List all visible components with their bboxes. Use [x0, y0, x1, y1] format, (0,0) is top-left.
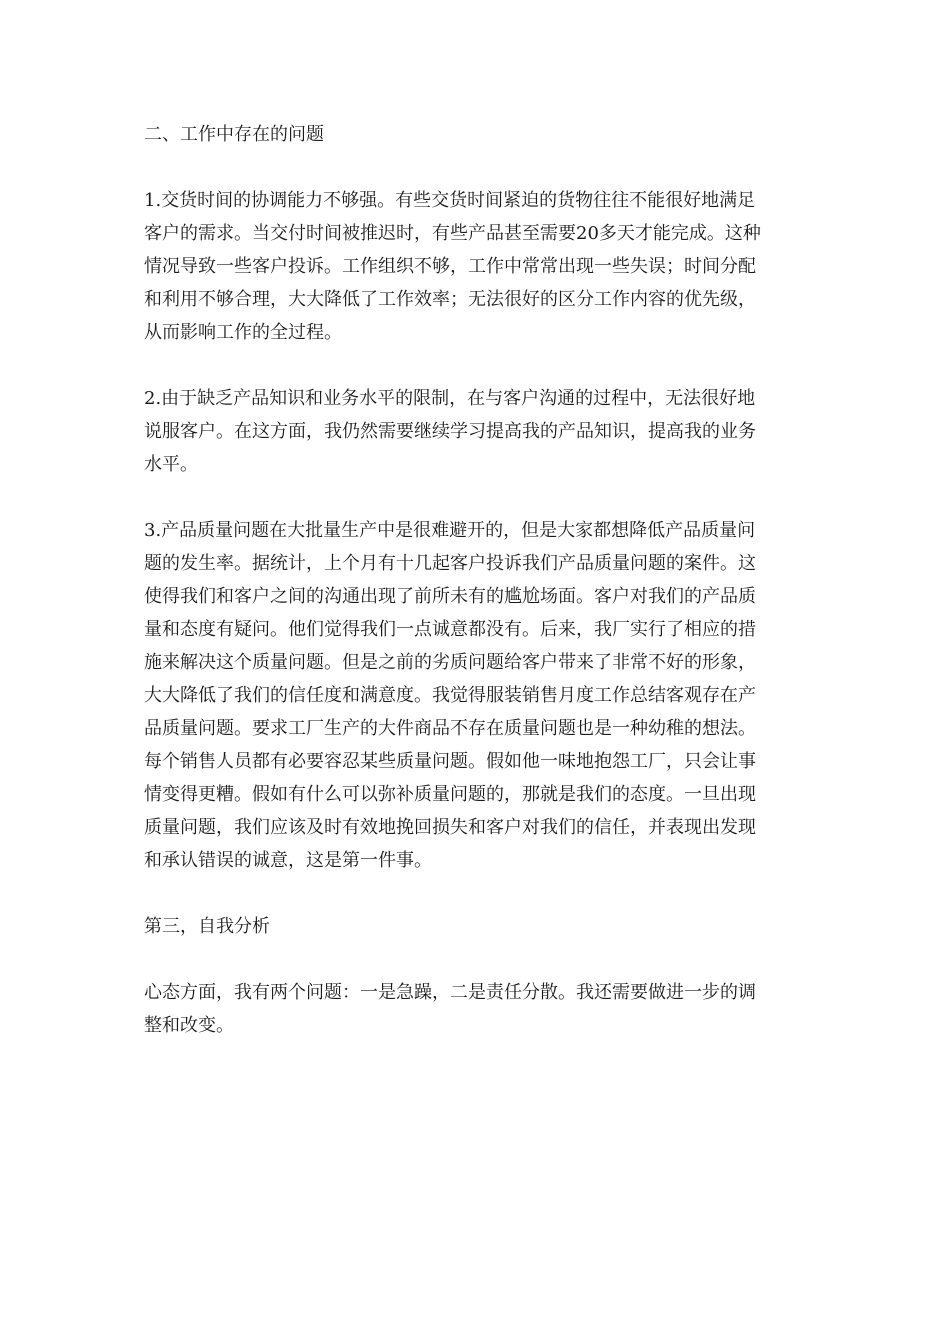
spacer [144, 151, 810, 184]
paragraph-line: 施来解决这个质量问题。但是之前的劣质问题给客户带来了非常不好的形象， [144, 652, 756, 673]
paragraph-line: 题的发生率。据统计，上个月有十几起客户投诉我们产品质量问题的案件。这 [144, 553, 756, 574]
document-body [144, 118, 810, 1042]
spacer [144, 877, 810, 910]
heading-text: 第三，自我分析 [144, 916, 270, 937]
paragraph-1 [144, 184, 810, 349]
paragraph-line: 量和态度有疑问。他们觉得我们一点诚意都没有。后来，我厂实行了相应的措 [144, 619, 756, 640]
paragraph-line: 心态方面，我有两个问题：一是急躁，二是责任分散。我还需要做进一步的调 [144, 982, 756, 1003]
section-heading-problems [144, 118, 810, 151]
spacer [144, 481, 810, 514]
paragraph-line: 说服客户。在这方面，我仍然需要继续学习提高我的产品知识，提高我的业务 [144, 421, 756, 442]
spacer [144, 349, 810, 382]
section-heading-self-analysis [144, 910, 810, 943]
paragraph-line: 和承认错误的诚意，这是第一件事。 [144, 850, 432, 871]
paragraph-line: 情况导致一些客户投诉。工作组织不够，工作中常常出现一些失误；时间分配 [144, 256, 756, 277]
paragraph-line: 从而影响工作的全过程。 [144, 322, 342, 343]
paragraph-line: 情变得更糟。假如有什么可以弥补质量问题的，那就是我们的态度。一旦出现 [144, 784, 756, 805]
paragraph-line: 1.交货时间的协调能力不够强。有些交货时间紧迫的货物往往不能很好地满足 [144, 190, 756, 211]
paragraph-line: 大大降低了我们的信任度和满意度。我觉得服装销售月度工作总结客观存在产 [144, 685, 756, 706]
paragraph-line: 质量问题，我们应该及时有效地挽回损失和客户对我们的信任，并表现出发现 [144, 817, 756, 838]
paragraph-line: 每个销售人员都有必要容忍某些质量问题。假如他一味地抱怨工厂，只会让事 [144, 751, 756, 772]
paragraph-line: 3.产品质量问题在大批量生产中是很难避开的，但是大家都想降低产品质量问 [144, 520, 756, 541]
paragraph-4 [144, 976, 810, 1042]
paragraph-line: 使得我们和客户之间的沟通出现了前所未有的尴尬场面。客户对我们的产品质 [144, 586, 756, 607]
paragraph-3 [144, 514, 810, 877]
heading-text: 二、工作中存在的问题 [144, 124, 324, 145]
paragraph-line: 客户的需求。当交付时间被推迟时，有些产品甚至需要20多天才能完成。这种 [144, 223, 761, 244]
spacer [144, 943, 810, 976]
paragraph-2 [144, 382, 810, 481]
paragraph-line: 整和改变。 [144, 1015, 234, 1036]
paragraph-line: 2.由于缺乏产品知识和业务水平的限制，在与客户沟通的过程中，无法很好地 [144, 388, 756, 409]
paragraph-line: 品质量问题。要求工厂生产的大件商品不存在质量问题也是一种幼稚的想法。 [144, 718, 756, 739]
paragraph-line: 和利用不够合理，大大降低了工作效率；无法很好的区分工作内容的优先级， [144, 289, 756, 310]
paragraph-line: 水平。 [144, 454, 198, 475]
